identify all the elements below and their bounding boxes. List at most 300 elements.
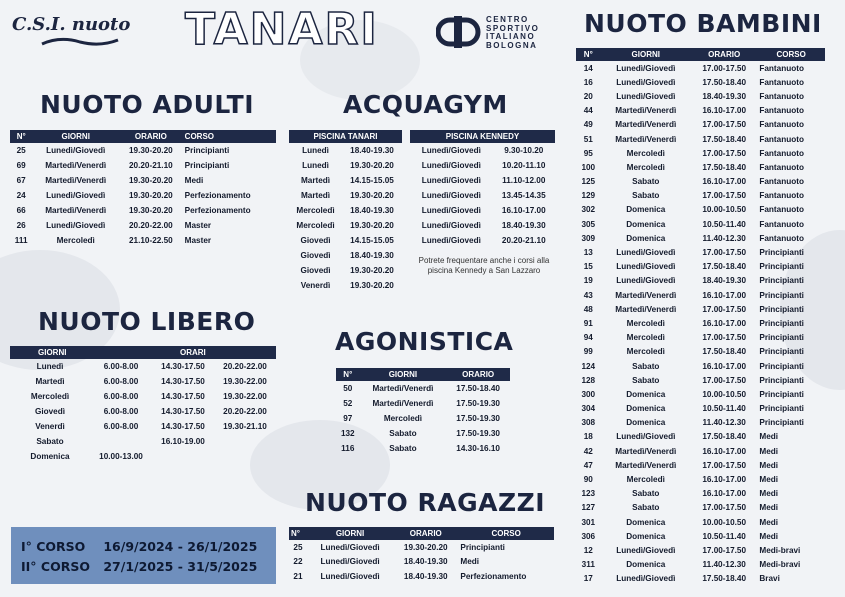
table-cell: Sabato: [632, 191, 660, 201]
table-cell: Lunedì: [302, 146, 329, 155]
table-cell: 91: [583, 318, 593, 328]
table-row: [10, 449, 276, 464]
table-row: [336, 411, 510, 426]
table-cell: Perfezionamento: [184, 206, 251, 215]
column-header: GIORNI: [32, 130, 119, 143]
table-row: [576, 189, 825, 203]
table-row: [576, 118, 825, 132]
table-cell: 16.10-17.00: [501, 206, 546, 215]
table-cell: Medi: [184, 176, 204, 185]
table-row: [576, 302, 825, 316]
table-cell: 124: [581, 361, 596, 371]
table-cell: 17.50-18.40: [702, 77, 747, 87]
table-cell: Principianti: [759, 276, 804, 286]
table-cell: 19.30-22.00: [223, 377, 267, 386]
table-row: [576, 430, 825, 444]
table-cell: Perfezionamento: [460, 571, 527, 581]
table-row: [410, 233, 555, 248]
table-row: [289, 218, 402, 233]
table-row: [336, 381, 510, 396]
table-cell: 100: [581, 162, 596, 172]
table-row: [289, 233, 402, 248]
table-cell: 25: [293, 542, 303, 552]
table-cell: 20.20-22.00: [223, 407, 267, 416]
table-cell: 20.20-22.00: [128, 221, 173, 230]
table-cell: Martedì: [300, 191, 331, 200]
table-cell: Domenica: [30, 452, 70, 461]
agonistica-title: AGONISTICA: [335, 327, 514, 356]
table-cell: Domenica: [626, 517, 666, 527]
table-cell: Lunedì/Giovedì: [320, 557, 380, 567]
table-cell: 16.10-17.00: [702, 290, 747, 300]
table-row: [576, 345, 825, 359]
table-cell: 20.20-21.10: [501, 236, 546, 245]
table-cell: Fantanuoto: [759, 134, 804, 144]
table-cell: Fantanuoto: [759, 205, 804, 215]
table-cell: Martedì/Venerdì: [615, 290, 677, 300]
table-row: [576, 132, 825, 146]
agonistica-table: [336, 368, 510, 456]
column-header: GIORNI: [360, 368, 447, 381]
table-cell: Lunedì/Giovedì: [616, 248, 676, 258]
table-cell: Fantanuoto: [759, 162, 804, 172]
table-cell: 99: [583, 347, 593, 357]
table-cell: Mercoledì: [626, 333, 665, 343]
table-cell: 301: [581, 517, 596, 527]
table-cell: 19.30-20.20: [128, 146, 173, 155]
table-cell: Lunedì/Giovedì: [616, 77, 676, 87]
nuoto-ragazzi-title: NUOTO RAGAZZI: [305, 488, 546, 517]
table-cell: Principianti: [759, 333, 804, 343]
table-cell: Principianti: [460, 542, 505, 552]
table-cell: Principianti: [759, 375, 804, 385]
column-header: N°: [336, 368, 360, 381]
logo-centro-sportivo-italiano: [436, 14, 560, 54]
table-row: [576, 331, 825, 345]
table-row: [289, 569, 554, 584]
table-cell: Principianti: [759, 318, 804, 328]
table-cell: 10.00-10.50: [702, 205, 747, 215]
table-cell: Mercoledì: [56, 236, 95, 245]
table-cell: Principianti: [759, 262, 804, 272]
nuoto-adulti-title: NUOTO ADULTI: [40, 90, 255, 119]
column-header: GIORNI: [307, 527, 393, 540]
table-cell: 11.40-12.30: [702, 418, 746, 428]
table-cell: Martedì/Venerdì: [45, 161, 107, 170]
table-cell: 9.30-10.20: [504, 146, 544, 155]
table-cell: 17.50-19.30: [456, 414, 500, 423]
table-cell: 17.00-17.50: [702, 503, 747, 513]
table-cell: 67: [16, 176, 26, 185]
table-cell: 10.00-10.50: [702, 517, 747, 527]
table-cell: 17.50-19.30: [456, 429, 500, 438]
table-cell: Mercoledì: [626, 148, 665, 158]
table-row: [410, 203, 555, 218]
table-row: [576, 572, 825, 586]
table-row: [576, 75, 825, 89]
table-cell: 6.00-8.00: [103, 407, 139, 416]
table-cell: 19.30-20.20: [350, 191, 394, 200]
table-cell: Principianti: [759, 248, 804, 258]
table-cell: 24: [16, 191, 26, 200]
table-cell: Lunedì/Giovedì: [320, 571, 380, 581]
table-cell: Venerdì: [35, 422, 65, 431]
table-cell: 300: [581, 389, 596, 399]
table-cell: 14.30-16.10: [456, 444, 500, 453]
table-row: [10, 233, 276, 248]
table-cell: 19.30-21.10: [223, 422, 267, 431]
table-cell: Martedì/Venerdì: [372, 384, 434, 393]
table-row: [289, 158, 402, 173]
table-cell: [90, 434, 152, 449]
table-cell: 18.40-19.30: [350, 206, 394, 215]
table-cell: Principianti: [759, 290, 804, 300]
table-cell: Sabato: [632, 177, 660, 187]
table-cell: 14.30-17.50: [161, 407, 205, 416]
table-cell: 6.00-8.00: [103, 362, 139, 371]
table-cell: Sabato: [389, 429, 417, 438]
table-cell: 26: [16, 221, 26, 230]
table-cell: 306: [581, 531, 596, 541]
table-cell: 42: [583, 446, 593, 456]
table-cell: Mercoledì: [296, 221, 335, 230]
table-cell: 14.15-15.05: [350, 176, 394, 185]
table-cell: Lunedì: [302, 161, 329, 170]
table-cell: Principianti: [184, 146, 230, 155]
table-cell: Bravi: [759, 574, 780, 584]
table-row: [10, 419, 276, 434]
table-cell: 10.50-11.40: [702, 531, 746, 541]
table-cell: 19: [583, 276, 593, 286]
table-cell: Venerdì: [300, 281, 331, 290]
swimmer-icon: [40, 36, 120, 48]
table-row: [10, 158, 276, 173]
table-cell: 19.30-20.20: [128, 176, 173, 185]
table-cell: 95: [583, 148, 593, 158]
libero-header-giorni: GIORNI: [10, 346, 90, 359]
table-row: [10, 374, 276, 389]
table-row: [410, 188, 555, 203]
table-row: [576, 444, 825, 458]
table-cell: 19.30-20.20: [350, 281, 394, 290]
column-header: ORARIO: [446, 368, 510, 381]
table-cell: Mercoledì: [626, 318, 665, 328]
table-cell: Fantanuoto: [759, 91, 804, 101]
table-cell: Sabato: [389, 444, 417, 453]
table-cell: 17.00-17.50: [702, 148, 747, 158]
table-cell: Fantanuoto: [759, 148, 804, 158]
table-row: [289, 248, 402, 263]
table-cell: 17.50-18.40: [702, 134, 747, 144]
table-cell: Martedì/Venerdì: [615, 106, 677, 116]
table-cell: Medi: [759, 531, 779, 541]
table-cell: 15: [583, 262, 593, 272]
table-row: [336, 426, 510, 441]
table-row: [576, 458, 825, 472]
table-cell: 17.00-17.50: [702, 120, 747, 130]
table-cell: 111: [14, 236, 28, 245]
table-cell: Martedì/Venerdì: [615, 120, 677, 130]
table-row: [576, 231, 825, 245]
table-cell: 18.40-19.30: [350, 251, 394, 260]
column-header: GIORNI: [601, 48, 691, 61]
table-cell: 17.50-18.40: [702, 574, 747, 584]
table-cell: 10.50-11.40: [702, 219, 746, 229]
table-row: [576, 89, 825, 103]
table-cell: 304: [581, 404, 596, 414]
nuoto-bambini-title: NUOTO BAMBINI: [584, 9, 822, 38]
table-row: [289, 278, 402, 293]
table-cell: Lunedì/Giovedì: [616, 262, 676, 272]
table-cell: [214, 434, 276, 449]
table-row: [576, 558, 825, 572]
table-cell: 123: [581, 489, 596, 499]
table-row: [576, 416, 825, 430]
table-cell: Medi: [759, 446, 779, 456]
table-cell: Fantanuoto: [759, 77, 804, 87]
table-cell: 51: [583, 134, 593, 144]
table-cell: Medi-bravi: [759, 560, 801, 570]
table-cell: Fantanuoto: [759, 233, 804, 243]
table-cell: 18.40-19.30: [350, 146, 394, 155]
table-cell: Lunedì/Giovedì: [421, 191, 481, 200]
table-cell: Martedì/Venerdì: [45, 206, 107, 215]
table-row: [336, 441, 510, 456]
table-cell: Martedì/Venerdì: [372, 399, 434, 408]
table-cell: Martedì: [35, 377, 65, 386]
table-cell: Lunedì/Giovedì: [421, 161, 481, 170]
corso-2-dates: 27/1/2025 - 31/5/2025: [103, 559, 258, 574]
table-row: [576, 529, 825, 543]
table-cell: Lunedì/Giovedì: [320, 542, 380, 552]
table-cell: 49: [583, 120, 593, 130]
acquagym-note-line-1: Potrete frequentare anche i corsi alla: [418, 256, 550, 265]
table-cell: Lunedì: [36, 362, 64, 371]
table-row: [410, 158, 555, 173]
table-cell: 18.40-19.30: [403, 571, 448, 581]
table-cell: 13: [583, 248, 593, 258]
table-cell: Mercoledì: [626, 475, 665, 485]
table-row: [576, 175, 825, 189]
table-cell: [214, 449, 276, 464]
piscina-kennedy-header: PISCINA KENNEDY: [410, 130, 555, 143]
table-cell: Medi: [759, 489, 779, 499]
table-cell: 66: [16, 206, 26, 215]
table-cell: Mercoledì: [626, 347, 665, 357]
table-cell: 11.40-12.30: [702, 233, 746, 243]
table-row: [289, 263, 402, 278]
acquagym-tanari-table: [289, 130, 402, 293]
table-cell: 116: [341, 444, 355, 453]
table-cell: Giovedì: [34, 407, 66, 416]
table-cell: 17.50-18.40: [456, 384, 500, 393]
table-cell: 97: [343, 414, 353, 423]
table-cell: 10.00-10.50: [702, 389, 747, 399]
table-cell: 132: [340, 429, 355, 438]
table-cell: Principianti: [184, 161, 230, 170]
acquagym-kennedy-table: [410, 130, 555, 248]
table-cell: Mercoledì: [30, 392, 70, 401]
table-row: [576, 288, 825, 302]
column-header: ORARIO: [119, 130, 183, 143]
table-cell: 16.10-17.00: [702, 106, 747, 116]
table-cell: Fantanuoto: [759, 177, 804, 187]
table-cell: 14: [583, 63, 593, 73]
table-row: [576, 61, 825, 75]
table-cell: Master: [184, 221, 212, 230]
table-row: [576, 146, 825, 160]
table-cell: 17.00-17.50: [702, 63, 747, 73]
table-cell: Fantanuoto: [759, 219, 804, 229]
table-cell: Fantanuoto: [759, 106, 804, 116]
table-row: [576, 373, 825, 387]
table-cell: 50: [343, 384, 353, 393]
table-cell: 17.00-17.50: [702, 460, 747, 470]
table-cell: Domenica: [626, 219, 666, 229]
table-row: [576, 402, 825, 416]
table-cell: Domenica: [626, 233, 666, 243]
table-cell: Fantanuoto: [759, 191, 804, 201]
table-row: [576, 543, 825, 557]
table-cell: Sabato: [632, 361, 660, 371]
table-cell: Medi: [759, 460, 779, 470]
table-row: [576, 274, 825, 288]
table-cell: 20.20-21.10: [128, 161, 173, 170]
table-cell: 17.50-18.40: [702, 262, 747, 272]
table-cell: 17.50-18.40: [702, 347, 747, 357]
table-cell: 14.30-17.50: [161, 422, 205, 431]
table-cell: 6.00-8.00: [103, 422, 139, 431]
table-row: [289, 173, 402, 188]
table-cell: 19.30-20.20: [350, 266, 394, 275]
table-cell: Principianti: [759, 389, 804, 399]
table-cell: 19.30-20.20: [128, 206, 173, 215]
table-cell: Lunedì/Giovedì: [46, 191, 106, 200]
table-cell: Lunedì/Giovedì: [421, 236, 481, 245]
table-cell: 11.10-12.00: [502, 176, 546, 185]
table-cell: 127: [581, 503, 596, 513]
table-cell: 18.40-19.30: [702, 276, 747, 286]
table-cell: 305: [581, 219, 596, 229]
table-cell: Mercoledì: [296, 206, 335, 215]
table-row: [410, 218, 555, 233]
table-row: [410, 143, 555, 158]
table-cell: 16.10-17.00: [702, 446, 747, 456]
table-cell: 17.50-18.40: [702, 162, 747, 172]
libero-header-orari: ORARI: [90, 346, 276, 359]
table-cell: 19.30-20.20: [350, 161, 394, 170]
table-row: [576, 515, 825, 529]
table-row: [289, 203, 402, 218]
table-row: [289, 555, 554, 570]
nuoto-libero-title: NUOTO LIBERO: [38, 307, 256, 336]
nuoto-bambini-table: [576, 48, 825, 586]
table-row: [10, 188, 276, 203]
table-cell: 48: [583, 304, 593, 314]
table-cell: 17.00-17.50: [702, 375, 747, 385]
table-cell: 16.10-17.00: [702, 489, 747, 499]
column-header: N°: [289, 527, 307, 540]
table-cell: Domenica: [626, 389, 666, 399]
table-cell: Mercoledì: [626, 162, 665, 172]
table-row: [289, 143, 402, 158]
table-cell: 16.10-17.00: [702, 318, 747, 328]
table-row: [576, 160, 825, 174]
table-cell: 43: [583, 290, 593, 300]
table-row: [576, 501, 825, 515]
table-cell: [152, 449, 214, 464]
table-row: [336, 396, 510, 411]
table-cell: Lunedì/Giovedì: [421, 146, 481, 155]
table-cell: Giovedì: [300, 251, 331, 260]
corsi-dates-banner: [11, 527, 276, 584]
table-cell: 311: [581, 560, 595, 570]
table-cell: 128: [581, 375, 596, 385]
table-cell: 16.10-19.00: [161, 437, 205, 446]
table-cell: 47: [583, 460, 593, 470]
csi-logo-icon: [436, 14, 482, 50]
table-cell: Martedì/Venerdì: [615, 460, 677, 470]
table-cell: 16.10-17.00: [702, 475, 747, 485]
table-row: [576, 104, 825, 118]
column-header: ORARIO: [393, 527, 458, 540]
logo-line-1: CENTRO: [486, 15, 529, 24]
table-row: [289, 188, 402, 203]
table-cell: Principianti: [759, 347, 804, 357]
page-title: TANARI: [185, 4, 379, 55]
logo-line-4: BOLOGNA: [486, 40, 538, 50]
table-cell: 19.30-20.20: [350, 221, 394, 230]
table-row: [289, 540, 554, 555]
nuoto-libero-table: [10, 346, 276, 464]
table-cell: Lunedì/Giovedì: [421, 176, 481, 185]
table-cell: 19.30-20.20: [403, 542, 448, 552]
table-cell: Domenica: [626, 205, 666, 215]
piscina-tanari-header: PISCINA TANARI: [289, 130, 402, 143]
table-row: [10, 203, 276, 218]
table-cell: Martedì/Venerdì: [45, 176, 107, 185]
table-row: [10, 389, 276, 404]
table-cell: 10.20-11.10: [502, 161, 546, 170]
table-cell: Principianti: [759, 418, 804, 428]
table-cell: Mercoledì: [383, 414, 423, 423]
table-row: [10, 143, 276, 158]
nuoto-adulti-table: [10, 130, 276, 248]
table-cell: 12: [583, 545, 593, 555]
column-header: CORSO: [458, 527, 554, 540]
table-cell: 6.00-8.00: [103, 392, 139, 401]
table-cell: 14.30-17.50: [161, 377, 205, 386]
table-cell: 14.30-17.50: [161, 362, 205, 371]
table-cell: 17.00-17.50: [702, 545, 747, 555]
acquagym-note: [405, 256, 563, 276]
table-cell: Martedì/Venerdì: [615, 446, 677, 456]
corso-2-label: II° CORSO: [21, 559, 90, 574]
table-cell: Sabato: [632, 375, 660, 385]
table-row: [576, 387, 825, 401]
table-cell: Domenica: [626, 560, 666, 570]
corso-1-dates: 16/9/2024 - 26/1/2025: [103, 539, 258, 554]
table-cell: 302: [581, 205, 596, 215]
table-cell: 18.40-19.30: [702, 91, 747, 101]
table-cell: 17.00-17.50: [702, 248, 747, 258]
table-cell: 21: [293, 571, 303, 581]
table-cell: 90: [583, 475, 593, 485]
table-cell: Lunedì/Giovedì: [616, 545, 676, 555]
table-cell: 18: [583, 432, 593, 442]
table-cell: Principianti: [759, 304, 804, 314]
table-row: [10, 173, 276, 188]
